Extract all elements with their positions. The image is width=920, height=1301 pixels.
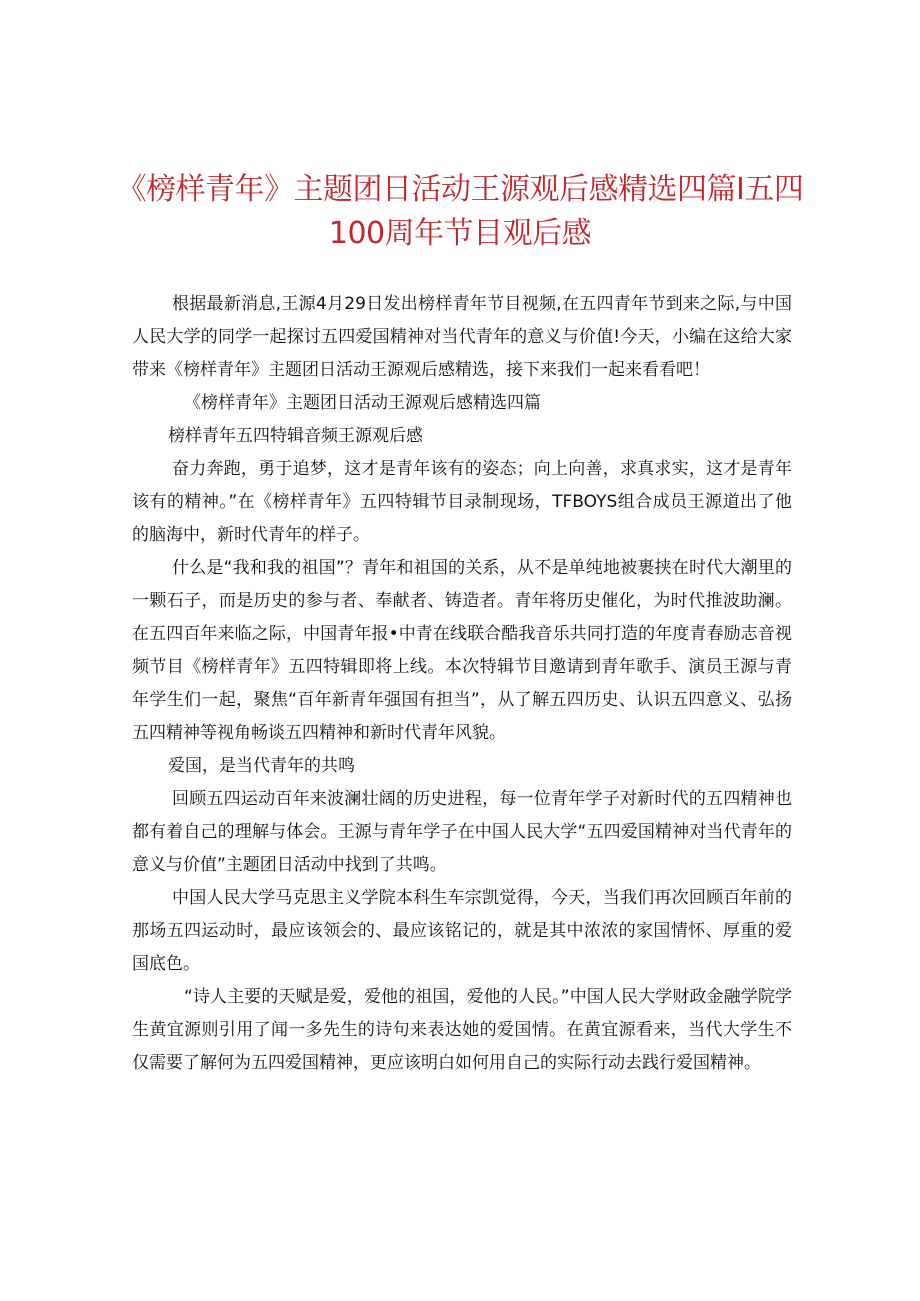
section-heading: 爱国，是当代青年的共鸣 — [168, 756, 355, 776]
body-paragraph: 奋力奔跑，勇于追梦，这才是青年该有的姿态；向上向善，求真求实，这才是青年该有的精神。”在《榜样青年》五四特辑节目录制现场，TFBOYS组合成员王源道出了他的脑海中，新时代青年的样子。 — [132, 459, 792, 545]
section-heading: 榜样青年五四特辑音频王源观后感 — [168, 426, 423, 446]
article-subtitle: 《榜样青年》主题团日活动王源观后感精选四篇 — [184, 393, 541, 413]
intro-paragraph: 根据最新消息,王源4月29日发出榜样青年节目视频,在五四青年节到来之际,与中国人民大学的同学一起探讨五四爱国精神对当代青年的意义与价值!今天，小编在这给大家带来《榜样青年》主题团日活动王源观后感精选，接下来我们一起来看看吧！ — [132, 294, 792, 380]
body-paragraph: 回顾五四运动百年来波澜壮阔的历史进程，每一位青年学子对新时代的五四精神也都有着自己的理解与体会。王源与青年学子在中国人民大学“五四爱国精神对当代青年的意义与价值”主题团日活动中找到了共鸣。 — [132, 789, 792, 875]
document-title-line-2: 100周年节目观后感 — [328, 216, 592, 251]
body-paragraph: “诗人主要的天赋是爱，爱他的祖国，爱他的人民。”中国人民大学财政金融学院学生黄宜源则引用了闻一多先生的诗句来表达她的爱国情。在黄宜源看来，当代大学生不仅需要了解何为五四爱国精神，更应该明白如何用自己的实际行动去践行爱国精神。 — [132, 987, 792, 1073]
body-paragraph: 中国人民大学马克思主义学院本科生车宗凯觉得，今天，当我们再次回顾百年前的那场五四运动时，最应该领会的、最应该铭记的，就是其中浓浓的家国情怀、厚重的爱国底色。 — [132, 888, 792, 974]
document-body — [132, 288, 792, 1080]
body-paragraph: 什么是“我和我的祖国”？青年和祖国的关系，从不是单纯地被裹挟在时代大潮里的一颗石子，而是历史的参与者、奉献者、铸造者。青年将历史催化，为时代推波助澜。在五四百年来临之际，中国青年报•中青在线联合酷我音乐共同打造的年度青春励志音视频节目《榜样青年》五四特辑即将上线。本次特辑节目邀请到青年歌手、演员王源与青年学生们一起，聚焦“百年新青年强国有担当”，从了解五四历史、认识五四意义、弘扬五四精神等视角畅谈五四精神和新时代青年风貌。 — [132, 558, 792, 743]
document-title-line-1: 《榜样青年》主题团日活动王源观后感精选四篇I五四 — [116, 172, 804, 207]
